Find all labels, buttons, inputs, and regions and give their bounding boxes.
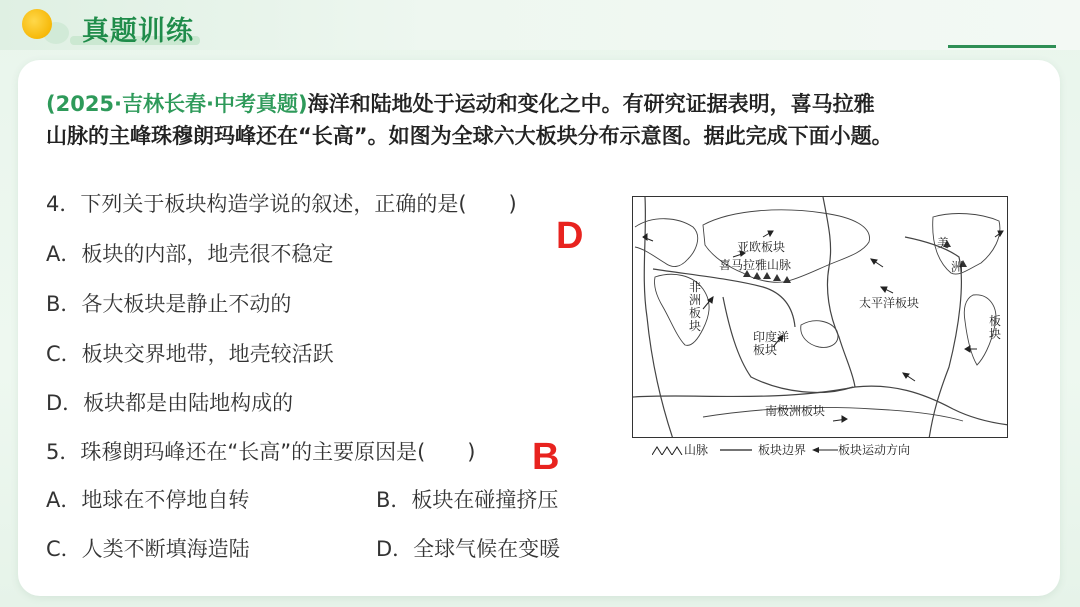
legend-mountain: 山脉 [684,443,709,457]
antarctica-outline [703,404,963,421]
map-label-eurasia: 亚欧板块 [737,240,786,254]
map-label-antarctic: 南极洲板块 [765,404,826,418]
legend-boundary: 板块边界 [758,443,807,457]
map-label-america-1: 美 [937,236,950,250]
mountain-legend-icon [652,445,684,455]
intro-line1: 海洋和陆地处于运动和变化之中。有研究证据表明，喜马拉雅 [307,92,875,116]
map-label-america-plate: 板 块 [989,314,1002,341]
question-4-stem: 4．下列关于板块构造学说的叙述，正确的是( ) [46,192,517,216]
boundary-pacific-west [823,197,855,387]
question-5-answer: B [532,436,560,478]
yellow-dot-decoration [22,9,52,39]
question-5-option-a[interactable]: A．地球在不停地自转 [46,488,250,512]
question-source: (2025·吉林长春·中考真题) [46,92,308,116]
plate-map [632,196,1008,438]
question-4-answer: D [556,215,584,257]
map-label-africa: 非 洲 板 块 [689,280,702,333]
legend-direction: 板块运动方向 [838,443,911,457]
intro-line2: 山脉的主峰珠穆朗玛峰还在“长高”。如图为全球六大板块分布示意图。据此完成下面小题。 [46,124,893,148]
map-legend [652,441,910,458]
question-5-option-c[interactable]: C．人类不断填海造陆 [46,537,250,561]
question-4-option-d[interactable]: D．板块都是由陆地构成的 [46,391,294,415]
question-5-option-b[interactable]: B．板块在碰撞挤压 [376,488,559,512]
australia-outline [801,321,838,348]
question-intro [46,88,1036,152]
boundary-eurasia-south [653,269,795,327]
page-title: 真题训练 [82,16,194,47]
arrow-legend-icon [812,446,838,454]
boundary-legend-icon [720,447,752,453]
question-4-option-c[interactable]: C．板块交界地带，地壳较活跃 [46,342,334,366]
question-5-stem: 5．珠穆朗玛峰还在“长高”的主要原因是( ) [46,440,476,464]
map-label-america-2: 洲 [951,260,964,274]
question-5-option-d[interactable]: D．全球气候在变暖 [376,537,561,561]
question-4-option-b[interactable]: B．各大板块是静止不动的 [46,292,292,316]
question-4-option-a[interactable]: A．板块的内部，地壳很不稳定 [46,242,334,266]
map-label-pacific: 太平洋板块 [859,296,920,310]
header-divider [948,45,1056,48]
map-label-indian: 印度洋 板块 [753,330,790,357]
map-label-himalaya: 喜马拉雅山脉 [719,258,792,272]
